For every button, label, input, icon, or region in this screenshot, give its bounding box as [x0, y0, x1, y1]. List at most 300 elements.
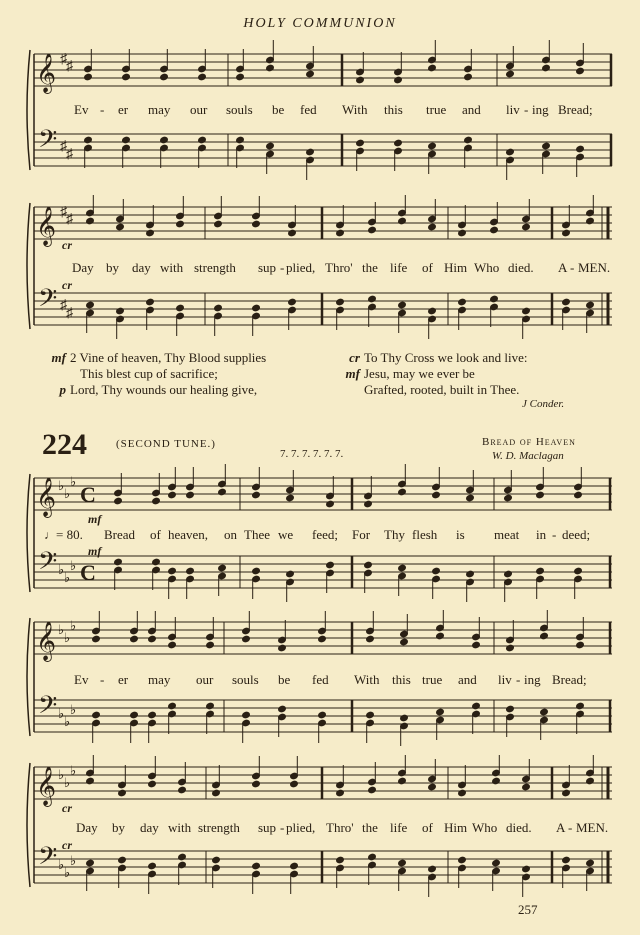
note-head	[236, 136, 245, 144]
svg-text:♯: ♯	[66, 212, 73, 227]
lyric-syllable: this	[392, 672, 411, 687]
svg-text:♭: ♭	[70, 702, 77, 717]
note-head	[168, 491, 177, 499]
note-head	[522, 307, 531, 315]
note-head	[504, 570, 513, 578]
note-head	[92, 635, 101, 643]
note-head	[130, 711, 139, 719]
note-head	[586, 777, 595, 785]
note-head	[266, 64, 275, 72]
lyric-syllable: of	[422, 820, 433, 835]
note-head	[458, 229, 467, 237]
lyric-syllable: MEN.	[576, 820, 609, 835]
lyric-syllable: ing	[532, 102, 549, 117]
note-head	[458, 789, 467, 797]
lyric-syllable: died.	[508, 260, 534, 275]
note-head	[186, 491, 195, 499]
note-head	[252, 491, 261, 499]
stanza-line: p Lord, Thy wounds our healing give,	[59, 382, 258, 397]
note-head	[576, 641, 585, 649]
page-header: HOLY COMMUNION	[243, 16, 397, 31]
note-head	[168, 702, 177, 710]
note-head	[562, 298, 571, 306]
lyric-syllable: we	[278, 527, 294, 542]
svg-text:C: C	[80, 482, 96, 507]
note-head	[472, 702, 481, 710]
note-head	[506, 70, 515, 78]
note-head	[466, 570, 475, 578]
lyric-syllable: with	[168, 820, 192, 835]
note-head	[198, 73, 207, 81]
note-head	[398, 217, 407, 225]
lyric-syllable: the	[362, 820, 378, 835]
lyric-syllable: be	[272, 102, 285, 117]
note-head	[368, 226, 377, 234]
note-head	[326, 500, 335, 508]
lyric-syllable: -	[568, 820, 573, 835]
svg-text:♭: ♭	[70, 474, 77, 489]
lyric-syllable: -	[552, 527, 557, 542]
note-head	[206, 702, 215, 710]
note-head	[398, 488, 407, 496]
svg-text:♭: ♭	[58, 622, 65, 637]
lyric-syllable: day	[140, 820, 159, 835]
note-head	[118, 789, 127, 797]
svg-text:♭: ♭	[70, 618, 77, 633]
lyric-syllable: Him	[444, 260, 468, 275]
lyric-syllable: Bread;	[558, 102, 593, 117]
note-head	[168, 567, 177, 575]
note-head	[576, 145, 585, 153]
note-head	[92, 711, 101, 719]
meter-label: 7. 7. 7. 7. 7. 7.	[280, 448, 344, 460]
note-head	[336, 856, 345, 864]
note-head	[306, 148, 315, 156]
note-head	[366, 711, 375, 719]
svg-text:♭: ♭	[70, 558, 77, 573]
note-head	[152, 558, 161, 566]
lyric-syllable: Thee	[244, 527, 270, 542]
note-head	[356, 76, 365, 84]
lyric-syllable: A	[556, 820, 566, 835]
note-head	[540, 632, 549, 640]
note-head	[266, 142, 275, 150]
lyric-syllable: liv	[498, 672, 512, 687]
note-head	[492, 777, 501, 785]
note-head	[506, 644, 515, 652]
composer-credit: W. D. Maclagan	[492, 450, 564, 462]
svg-text:♭: ♭	[64, 486, 71, 501]
note-head	[542, 64, 551, 72]
note-head	[286, 494, 295, 502]
svg-text:♭: ♭	[70, 853, 77, 868]
lyric-syllable: fed	[300, 102, 317, 117]
note-head	[118, 856, 127, 864]
note-head	[428, 865, 437, 873]
note-head	[400, 638, 409, 646]
note-head	[176, 220, 185, 228]
lyric-syllable: souls	[232, 672, 259, 687]
lyric-syllable: ing	[524, 672, 541, 687]
stanza-line: mf 2 Vine of heaven, Thy Blood supplies	[51, 350, 267, 365]
note-head	[394, 76, 403, 84]
svg-text:♭: ♭	[58, 706, 65, 721]
lyrics-224-line-3	[0, 820, 640, 838]
note-head	[490, 295, 499, 303]
note-head	[148, 780, 157, 788]
note-head	[148, 635, 157, 643]
note-head	[394, 139, 403, 147]
svg-text:♭: ♭	[64, 775, 71, 790]
stanza-left	[44, 350, 266, 398]
lyric-syllable: -	[524, 102, 529, 117]
lyric-syllable: er	[118, 102, 129, 117]
note-head	[536, 491, 545, 499]
lyric-syllable: with	[160, 260, 184, 275]
lyric-syllable: our	[190, 102, 208, 117]
note-head	[86, 301, 95, 309]
lyric-syllable: liv	[506, 102, 520, 117]
note-head	[432, 567, 441, 575]
note-head	[252, 220, 261, 228]
note-head	[114, 497, 123, 505]
note-head	[252, 780, 261, 788]
note-head	[198, 136, 207, 144]
note-head	[214, 304, 223, 312]
note-head	[562, 856, 571, 864]
lyric-syllable: died.	[506, 820, 532, 835]
note-head	[148, 711, 157, 719]
note-head	[428, 142, 437, 150]
lyric-syllable: -	[280, 260, 285, 275]
lyric-syllable: by	[106, 260, 119, 275]
note-head	[86, 777, 95, 785]
note-head	[428, 783, 437, 791]
lyric-syllable: Who	[474, 260, 500, 275]
note-head	[428, 307, 437, 315]
lyric-syllable: true	[422, 672, 443, 687]
note-head	[178, 786, 187, 794]
lyric-syllable: MEN.	[578, 260, 611, 275]
note-head	[186, 567, 195, 575]
note-head	[542, 142, 551, 150]
note-head	[290, 780, 299, 788]
dynamic-marking: mf	[88, 512, 102, 526]
note-head	[176, 304, 185, 312]
dynamic-marking: cr	[62, 801, 72, 815]
note-head	[242, 635, 251, 643]
page-number: 257	[518, 902, 538, 917]
lyric-syllable: our	[196, 672, 214, 687]
lyric-syllable: Him	[444, 820, 468, 835]
svg-text:C: C	[80, 560, 96, 585]
lyric-syllable: -	[570, 260, 575, 275]
lyric-syllable: and	[458, 672, 477, 687]
lyric-syllable: plied,	[286, 260, 316, 275]
lyric-syllable: by	[112, 820, 125, 835]
tempo-marking: ♩= 80.	[44, 527, 83, 542]
lyric-syllable: sup	[258, 820, 277, 835]
hymn-number: 224	[42, 428, 87, 461]
lyric-syllable: -	[280, 820, 285, 835]
lyric-syllable: deed;	[562, 527, 591, 542]
dynamic-marking: cr	[62, 238, 72, 252]
lyric-syllable: For	[352, 527, 371, 542]
note-head	[160, 73, 169, 81]
note-head	[574, 491, 583, 499]
stanza-line: This blest cup of sacrifice;	[80, 366, 218, 381]
note-head	[130, 635, 139, 643]
lyric-syllable: strength	[198, 820, 240, 835]
tempo-value: = 80.	[56, 527, 83, 542]
note-head	[536, 567, 545, 575]
lyric-syllable: heaven,	[168, 527, 209, 542]
note-head	[506, 705, 515, 713]
note-head	[212, 789, 221, 797]
stanza-line: mf Jesu, may we ever be	[345, 366, 475, 381]
second-tune-label: (SECOND TUNE.)	[116, 438, 216, 450]
lyric-syllable: of	[422, 260, 433, 275]
note-head	[242, 711, 251, 719]
svg-text:♭: ♭	[64, 865, 71, 880]
note-head	[114, 558, 123, 566]
lyric-syllable: strength	[194, 260, 236, 275]
lyric-syllable: of	[150, 527, 161, 542]
note-head	[236, 73, 245, 81]
note-head	[116, 307, 125, 315]
lyric-syllable: With	[354, 672, 380, 687]
note-head	[252, 567, 261, 575]
lyrics-top-line-1	[0, 102, 640, 120]
dynamic-marking: mf	[88, 544, 102, 558]
note-head	[122, 73, 131, 81]
note-head	[160, 136, 169, 144]
note-head	[286, 570, 295, 578]
svg-text:𝄞: 𝄞	[36, 53, 57, 93]
note-head	[574, 567, 583, 575]
note-head	[86, 859, 95, 867]
note-head	[146, 298, 155, 306]
svg-text:♭: ♭	[58, 857, 65, 872]
svg-text:𝄢: 𝄢	[38, 125, 58, 160]
note-head	[506, 148, 515, 156]
note-head	[522, 783, 531, 791]
note-head	[152, 497, 161, 505]
lyric-syllable: Thro'	[326, 820, 354, 835]
note-head	[122, 136, 131, 144]
svg-text:♯: ♯	[66, 147, 73, 162]
note-head	[466, 494, 475, 502]
lyric-syllable: souls	[226, 102, 253, 117]
note-head	[336, 229, 345, 237]
lyric-syllable: and	[462, 102, 481, 117]
lyric-syllable: on	[224, 527, 237, 542]
lyric-syllable: Ev	[74, 672, 89, 687]
note-head	[116, 223, 125, 231]
lyric-syllable: feed;	[312, 527, 338, 542]
svg-text:𝄞: 𝄞	[36, 766, 57, 806]
svg-text:♯: ♯	[66, 306, 73, 321]
lyric-syllable: true	[426, 102, 447, 117]
note-head	[562, 789, 571, 797]
lyric-syllable: With	[342, 102, 368, 117]
note-head	[398, 859, 407, 867]
note-head	[576, 702, 585, 710]
lyric-syllable: day	[132, 260, 151, 275]
note-head	[336, 789, 345, 797]
lyric-syllable: er	[118, 672, 129, 687]
note-head	[212, 856, 221, 864]
note-head	[586, 859, 595, 867]
stanza-right	[338, 350, 528, 398]
lyric-syllable: Bread	[104, 527, 136, 542]
note-head	[290, 862, 299, 870]
lyric-syllable: may	[148, 102, 171, 117]
lyric-syllable: A	[558, 260, 568, 275]
note-head	[492, 859, 501, 867]
stanza-line: Grafted, rooted, built in Thee.	[364, 382, 520, 397]
author-credit: J Conder.	[522, 398, 565, 410]
svg-text:𝄢: 𝄢	[38, 284, 58, 319]
lyric-syllable: is	[456, 527, 465, 542]
svg-text:♭: ♭	[64, 630, 71, 645]
lyric-syllable: may	[148, 672, 171, 687]
svg-text:♭: ♭	[70, 763, 77, 778]
note-head	[364, 500, 373, 508]
note-head	[288, 298, 297, 306]
note-head	[432, 491, 441, 499]
note-head	[278, 644, 287, 652]
note-head	[586, 217, 595, 225]
note-head	[214, 220, 223, 228]
lyric-syllable: flesh	[412, 527, 438, 542]
note-head	[336, 298, 345, 306]
svg-text:𝄢: 𝄢	[38, 691, 58, 726]
lyric-syllable: the	[362, 260, 378, 275]
note-head	[218, 488, 227, 496]
note-head	[490, 226, 499, 234]
note-head	[464, 73, 473, 81]
note-head	[368, 295, 377, 303]
note-head	[366, 635, 375, 643]
note-head	[318, 711, 327, 719]
note-head	[428, 64, 437, 72]
lyric-syllable: Who	[472, 820, 498, 835]
note-head	[206, 641, 215, 649]
note-head	[562, 229, 571, 237]
dynamic-marking: cr	[62, 278, 72, 292]
lyric-syllable: -	[516, 672, 521, 687]
note-head	[168, 641, 177, 649]
note-head	[218, 564, 227, 572]
note-head	[436, 708, 445, 716]
lyric-syllable: Thy	[384, 527, 405, 542]
lyric-syllable: Day	[72, 260, 94, 275]
lyric-syllable: plied,	[286, 820, 316, 835]
note-head	[398, 777, 407, 785]
svg-text:𝄞: 𝄞	[36, 621, 57, 661]
lyric-syllable: Ev	[74, 102, 89, 117]
lyric-syllable: -	[100, 102, 105, 117]
note-head	[398, 564, 407, 572]
note-head	[178, 853, 187, 861]
note-head	[576, 67, 585, 75]
note-head	[458, 298, 467, 306]
note-head	[522, 865, 531, 873]
lyrics-224-line-2	[0, 672, 640, 690]
svg-text:♭: ♭	[58, 562, 65, 577]
lyric-syllable: life	[390, 820, 408, 835]
note-head	[278, 705, 287, 713]
note-head	[252, 862, 261, 870]
svg-text:♭: ♭	[64, 570, 71, 585]
svg-text:𝄢: 𝄢	[38, 842, 58, 877]
note-head	[288, 229, 297, 237]
note-head	[364, 561, 373, 569]
lyric-syllable: Day	[76, 820, 98, 835]
lyric-syllable: fed	[312, 672, 329, 687]
lyric-syllable: Bread;	[552, 672, 587, 687]
lyric-syllable: -	[100, 672, 105, 687]
lyric-syllable: sup	[258, 260, 277, 275]
note-head	[398, 301, 407, 309]
dynamic-marking: cr	[62, 838, 72, 852]
svg-text:♯: ♯	[60, 52, 67, 67]
lyric-syllable: life	[390, 260, 408, 275]
svg-text:𝄞: 𝄞	[36, 477, 57, 517]
svg-text:𝄢: 𝄢	[38, 547, 58, 582]
note-head	[472, 641, 481, 649]
note-head	[326, 561, 335, 569]
note-head	[318, 635, 327, 643]
lyric-syllable: meat	[494, 527, 520, 542]
note-head	[522, 223, 531, 231]
lyrics-224-line-1	[0, 527, 640, 545]
svg-text:𝄞: 𝄞	[36, 206, 57, 246]
note-head	[84, 73, 93, 81]
svg-text:♭: ♭	[58, 767, 65, 782]
svg-text:♯: ♯	[66, 59, 73, 74]
note-head	[428, 223, 437, 231]
svg-text:♭: ♭	[64, 714, 71, 729]
note-head	[368, 853, 377, 861]
stanza-line: cr To Thy Cross we look and live:	[349, 350, 528, 365]
note-head	[436, 632, 445, 640]
note-head	[86, 217, 95, 225]
svg-text:♯: ♯	[60, 205, 67, 220]
note-head	[148, 862, 157, 870]
svg-text:♭: ♭	[58, 478, 65, 493]
lyric-syllable: Thro'	[325, 260, 353, 275]
lyrics-top-line-2	[0, 260, 640, 278]
note-head	[540, 708, 549, 716]
note-head	[400, 714, 409, 722]
svg-text:♯: ♯	[60, 298, 67, 313]
note-head	[368, 786, 377, 794]
note-head	[356, 139, 365, 147]
note-head	[146, 229, 155, 237]
note-head	[306, 70, 315, 78]
lyric-syllable: in	[536, 527, 547, 542]
note-head	[458, 856, 467, 864]
note-head	[252, 304, 261, 312]
lyric-syllable: be	[278, 672, 291, 687]
note-head	[586, 301, 595, 309]
lyric-syllable: this	[384, 102, 403, 117]
note-head	[84, 136, 93, 144]
note-head	[504, 494, 513, 502]
note-head	[464, 136, 473, 144]
